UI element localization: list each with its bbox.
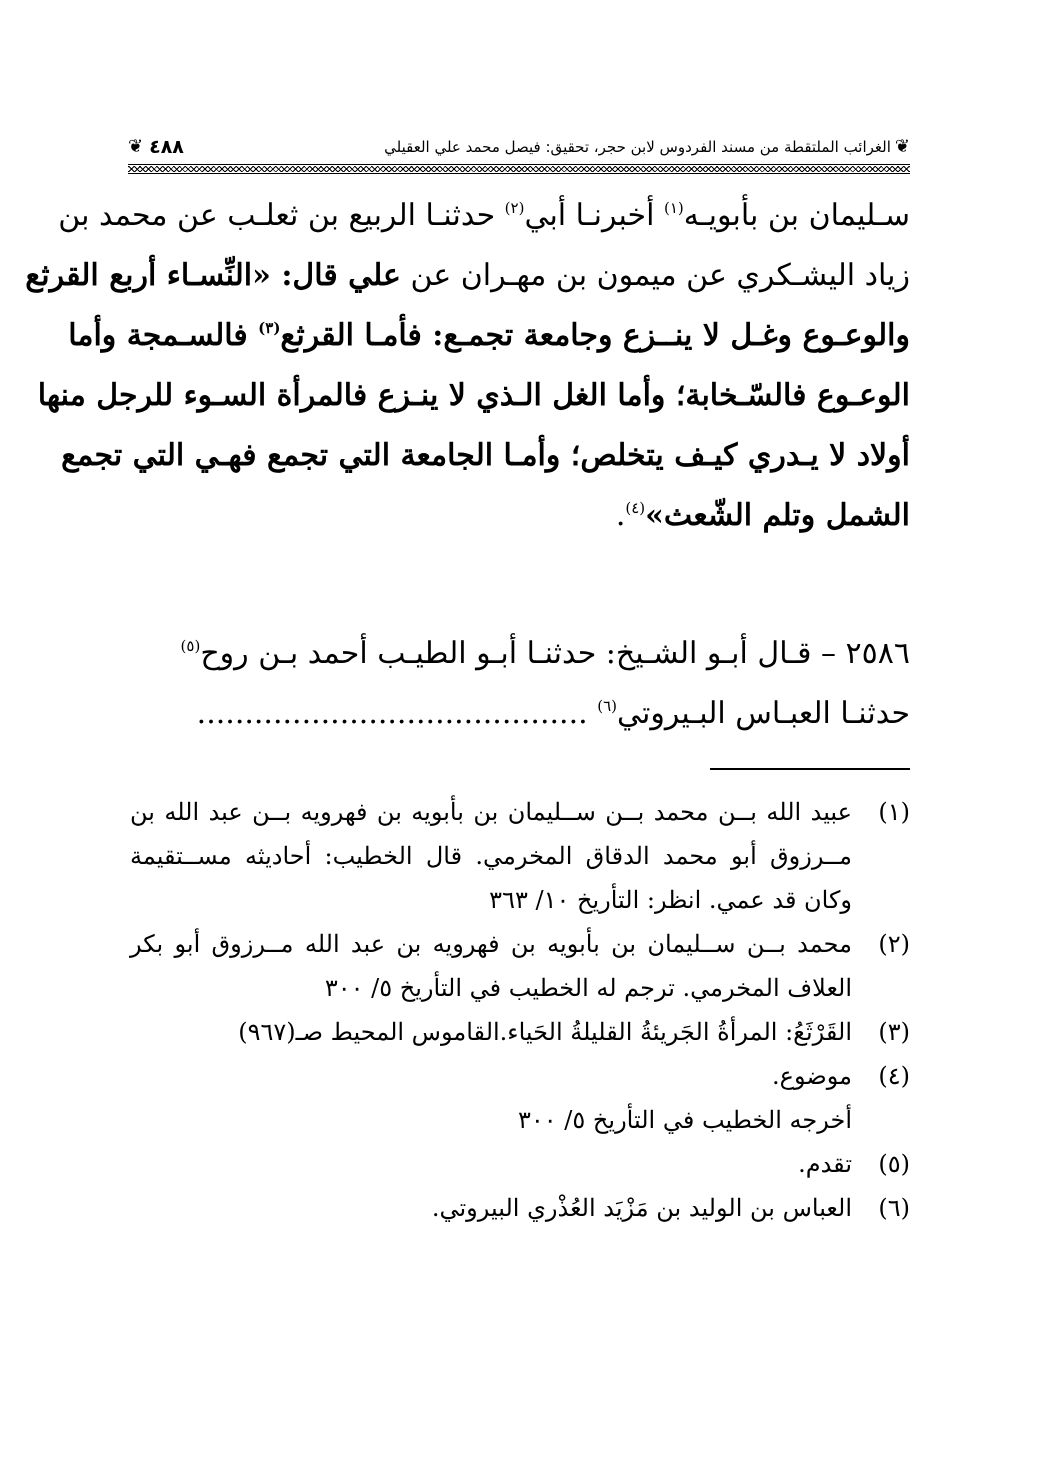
text-span: الشمل وتلم الشّعث» — [645, 498, 910, 533]
text-span: حدثنـا العبـاس البـيروتي — [616, 696, 910, 731]
hadith-line-2 — [130, 684, 910, 744]
text-span: والوعـوع وغـل لا ينــزع وجامعة تجمـع: فأمـا القرثع — [280, 318, 910, 353]
text-span: زياد اليشـكري عن ميمون بن مهـران عن — [400, 258, 910, 293]
footnote-line: عبيد الله بــن محمد بــن ســليمان بن بأبويه بن فهرويه بــن عبد الله بن — [130, 798, 852, 826]
footnote-number: (٦) — [878, 1194, 910, 1222]
hadith-2586 — [130, 624, 910, 744]
text-span: . — [615, 498, 626, 533]
footnote-ref-2[interactable]: (٢) — [504, 199, 525, 217]
text-span: سـليمان بن بأبويـه — [683, 198, 910, 233]
footnote-line: مــرزوق أبو محمد الدقاق المخرمي. قال الخطيب: أحاديثه مســتقيمة — [130, 842, 852, 870]
header-title: الغرائب الملتقطة من مسند الفردوس لابن حجر، تحقيق: فيصل محمد علي العقيلي — [384, 138, 891, 156]
main-text — [25, 186, 910, 546]
footnote-line: محمد بــن ســليمان بن بأبويه بن فهرويه بن عبد الله مــرزوق أبو بكر — [130, 930, 852, 958]
footnote-line: العباس بن الوليد بن مَزْيَد العُذْري البيروتي. — [431, 1194, 852, 1222]
footnote-line: موضوع. — [772, 1062, 852, 1090]
hadith-quote: علي قال: «النِّسـاء أربع القرثع — [25, 258, 401, 293]
main-line-2 — [25, 246, 910, 306]
footnotes — [130, 790, 910, 1230]
footnote-6 — [130, 1186, 910, 1230]
header-right-group — [128, 136, 184, 158]
footnote-5 — [130, 1142, 910, 1186]
footnote-body — [130, 1054, 852, 1142]
footnote-2 — [130, 922, 910, 1010]
text-span: فالسـمجة وأما — [68, 318, 259, 353]
footnote-line: العلاف المخرمي. ترجم له الخطيب في التأريخ ٥/ ٣٠٠ — [324, 974, 852, 1002]
footnote-number: (١) — [878, 798, 910, 826]
main-line-4: الوعـوع فالسّـخابة؛ وأما الغل الـذي لا ينـزع فالمرأة السـوء للرجل منها — [37, 378, 910, 413]
header-rule-pattern — [128, 166, 910, 172]
header-rule-bottom — [128, 173, 910, 174]
footnote-body — [130, 1186, 852, 1230]
header-left-group — [384, 138, 910, 156]
footnote-4 — [130, 1054, 910, 1142]
footnote-body — [130, 922, 852, 1010]
footnote-ref-4[interactable]: (٤) — [625, 499, 646, 517]
footnote-3 — [130, 1010, 910, 1054]
text-span: ٢٥٨٦ – قـال أبـو الشـيخ: حدثنـا أبـو الطيـب أحمد بـن روح — [200, 636, 910, 671]
footnote-body — [130, 1010, 852, 1054]
footnote-body — [130, 790, 852, 922]
text-span: حدثنـا الربيع بن ثعلـب عن محمد بن — [58, 198, 505, 233]
page-header — [128, 128, 910, 176]
header-rule-top — [128, 164, 910, 165]
footnote-ref-5[interactable]: (٥) — [180, 637, 201, 655]
footnote-separator — [710, 768, 910, 770]
footnote-line: القَرْثَعُ: المرأةُ الجَريئةُ القليلةُ الحَياء.القاموس المحيط صـ(٩٦٧) — [238, 1018, 852, 1046]
main-line-6 — [130, 486, 910, 546]
main-line-3 — [68, 306, 910, 366]
page-number: ٤٨٨ — [149, 136, 184, 158]
header-row — [128, 134, 910, 160]
text-span: أخبرنـا أبي — [524, 198, 664, 233]
header-ornament-left-icon: ❦ — [128, 136, 144, 157]
main-line-5: أولاد لا يـدري كيـف يتخلص؛ وأمـا الجامعة التي تجمع فهـي التي تجمع — [61, 438, 910, 473]
footnote-number: (٥) — [878, 1150, 910, 1178]
footnote-number: (٢) — [878, 930, 910, 958]
footnote-body — [130, 1142, 852, 1186]
footnote-number: (٤) — [878, 1062, 910, 1090]
main-line-1 — [58, 186, 910, 246]
header-ornament-right-icon: ❦ — [894, 136, 910, 157]
footnote-ref-6[interactable]: (٦) — [597, 697, 617, 715]
footnote-ref-3[interactable]: (٣) — [258, 319, 281, 337]
footnote-line: أخرجه الخطيب في التأريخ ٥/ ٣٠٠ — [518, 1106, 852, 1134]
footnote-1 — [130, 790, 910, 922]
footnote-ref-1[interactable]: (١) — [663, 199, 684, 217]
footnote-number: (٣) — [878, 1018, 910, 1046]
footnote-line: وكان قد عمي. انظر: التأريخ ١٠/ ٣٦٣ — [489, 886, 852, 914]
hadith-line-1 — [130, 624, 910, 684]
ellipsis-dots: ......................................... — [196, 696, 598, 731]
footnote-line: تقدم. — [798, 1150, 852, 1178]
